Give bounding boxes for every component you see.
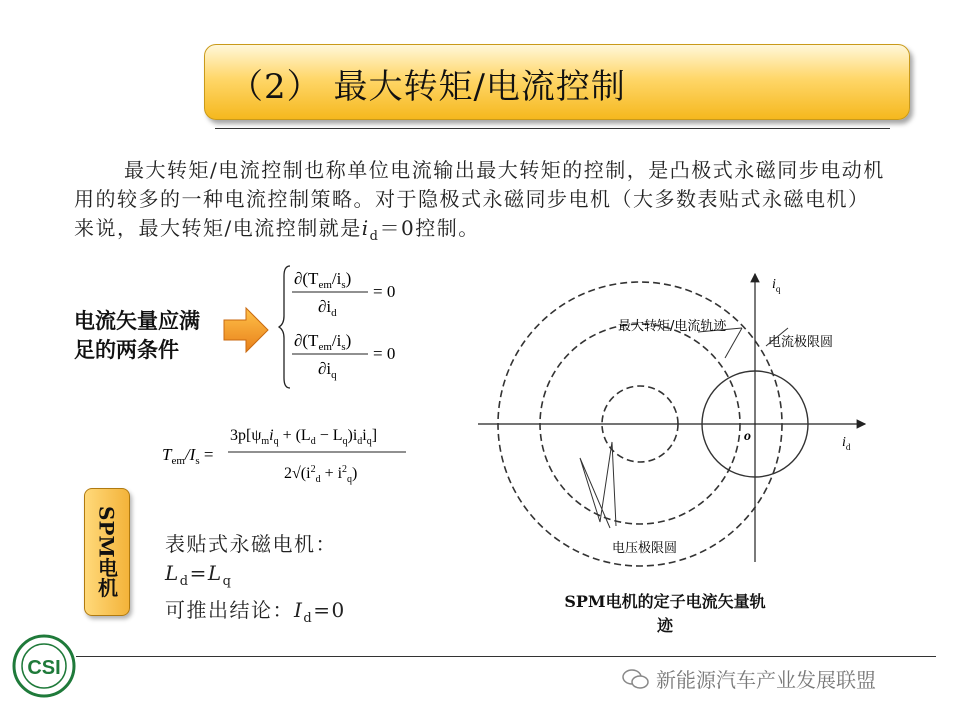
watermark	[622, 664, 876, 693]
csi-logo	[12, 634, 76, 698]
torque-per-current-equation	[160, 418, 420, 490]
voltage-limit-label: 电压极限圆	[612, 541, 678, 556]
eq1-denominator: $\partial i_d$	[318, 297, 337, 319]
wechat-icon	[622, 668, 650, 690]
diagram-caption: SPM电机的定子电流矢量轨 迹	[564, 592, 766, 635]
torque-denominator: $2√(i^2_d + i^2_q)$	[284, 464, 358, 485]
footer-divider	[76, 656, 936, 657]
spm-line-3: 可推出结论：$I_d=0$	[165, 598, 346, 626]
spm-conclusion	[165, 530, 346, 633]
eq2-numerator: $\partial(T_{em}/i_s)$	[294, 331, 352, 353]
spm-line-2: $L_d=L_q$	[165, 561, 233, 589]
svg-text:CSI: CSI	[27, 657, 61, 679]
paragraph-tail: ＝0控制。	[379, 216, 480, 240]
intro-paragraph	[74, 156, 886, 251]
mtpa-trajectory-label: 最大转矩/电流轨迹	[618, 319, 727, 334]
torque-numerator: $3p[\psi_mi_q + (L_d - L_q)i_di_q]$	[230, 427, 378, 447]
spm-badge-label: SPM电机	[94, 506, 119, 598]
eq1-numerator: $\partial(T_{em}/i_s)$	[294, 269, 352, 291]
title-banner	[204, 44, 910, 120]
torque-lhs: $T_{em}/I_s$ =	[162, 445, 214, 467]
watermark-text: 新能源汽车产业发展联盟	[656, 668, 876, 692]
spm-line-1: 表贴式永磁电机：	[165, 532, 337, 556]
id-axis-label: $i_d$	[842, 435, 851, 452]
spm-badge	[84, 488, 130, 616]
paragraph-var: i	[361, 216, 370, 240]
current-limit-label: 电流极限圆	[768, 335, 834, 350]
current-vector-diagram	[470, 262, 880, 592]
equation-system	[278, 262, 428, 392]
right-arrow-icon	[222, 306, 270, 354]
eq1-rhs: = 0	[373, 282, 396, 301]
paragraph-var-sub: d	[369, 229, 380, 244]
title-divider	[215, 128, 890, 129]
eq2-denominator: $\partial i_q$	[318, 359, 337, 381]
page-title: （2） 最大转矩/电流控制	[229, 67, 626, 107]
iq-axis-label: $i_q$	[772, 277, 781, 294]
voltage-limit-leader	[580, 442, 616, 528]
eq2-rhs: = 0	[373, 344, 396, 363]
condition-label: 电流矢量应满足的两条件	[74, 308, 200, 362]
paragraph-main: 最大转矩/电流控制也称单位电流输出最大转矩的控制，是凸极式永磁同步电动机用的较多的一种电流控制策略。对于隐极式永磁同步电机（大多数表贴式永磁电机）来说，最大转矩/电流控制就是	[74, 158, 885, 240]
origin-label: o	[744, 429, 751, 444]
